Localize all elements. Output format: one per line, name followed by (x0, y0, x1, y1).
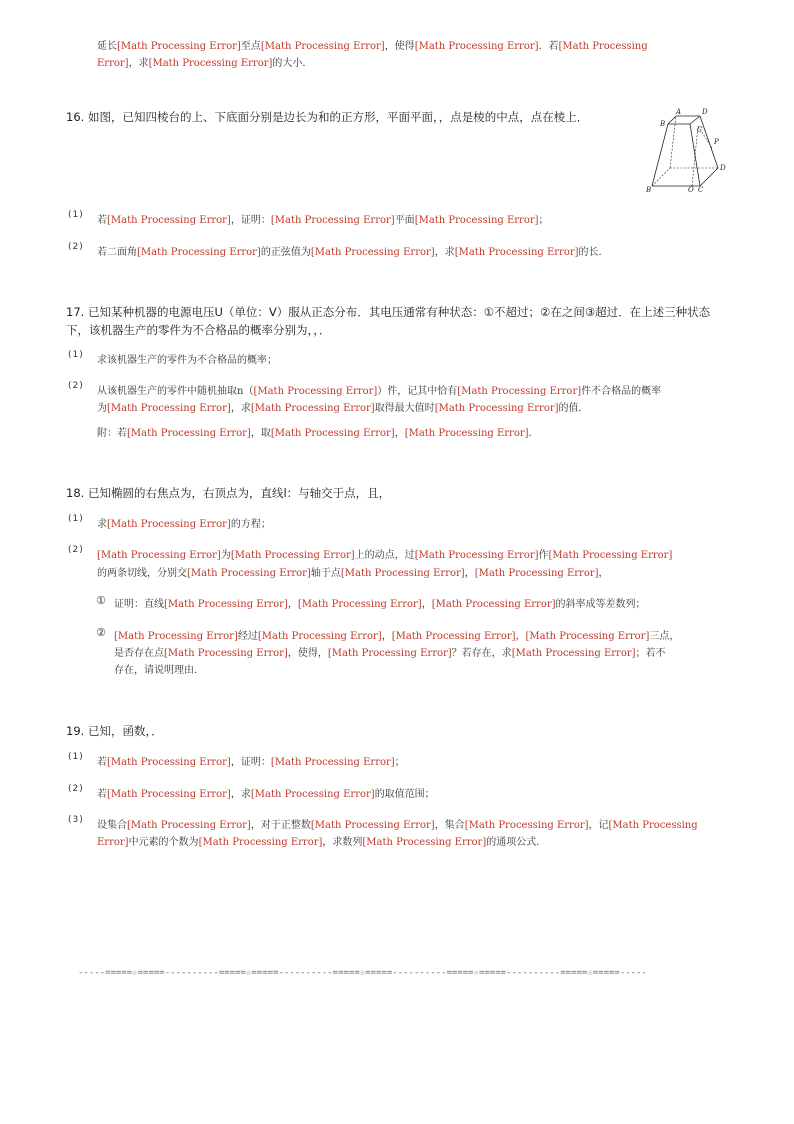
fig-label-D-bottom: D (720, 164, 726, 172)
q16-part2: 若二面角[Math Processing Error]的正弦值为[Math Processing Error]，求[Math Processing Error]的长． (97, 247, 609, 258)
q18-sub2-line-3: 存在，请说明理由． (114, 665, 204, 676)
fig-label-D-top: D (702, 108, 708, 116)
q17-note: 附：若[Math Processing Error]，取[Math Processing Error]，[Math Processing Error]． (97, 428, 539, 439)
q19-part2: 若[Math Processing Error]，求[Math Processing Error]的取值范围； (97, 789, 435, 800)
q18-sub2-mark: ② (96, 626, 106, 639)
q19-part3-line-2: Error]中元素的个数为[Math Processing Error]，求数列[Math Processing Error]的通项公式． (97, 837, 547, 848)
q19-part1-tag: (1) (68, 752, 84, 762)
fig-label-P: P (714, 138, 719, 146)
q17-part2-tag: (2) (68, 381, 84, 391)
q17-part2-line-2: 为[Math Processing Error]，求[Math Processing Error]取得最大值时[Math Processing Error]的值． (97, 403, 589, 414)
q16-part1-tag: (1) (68, 210, 84, 220)
q18-part1: 求[Math Processing Error]的方程； (97, 519, 271, 530)
q17-stem-line-2: 下，该机器生产的零件为不合格品的概率分别为，，． (66, 323, 331, 337)
q16-part1: 若[Math Processing Error]，证明：[Math Processing Error]平面[Math Processing Error]； (97, 215, 549, 226)
q18-sub2-line-1: [Math Processing Error]经过[Math Processing Error]，[Math Processing Error]，[Math Processing Error]三点， (114, 631, 680, 642)
q17-stem-line-1: 17. 已知某种机器的电源电压U（单位：V）服从正态分布．其电压通常有种状态：①不超过；②在之间③超过．在上述三种状态 (66, 305, 711, 319)
fig-label-B-bottom: B (646, 186, 652, 194)
q18-stem: 18. 已知椭圆的右焦点为，右顶点为，直线l：与轴交于点，且， (66, 486, 391, 500)
page-divider: -----=====☆=====----------=====☆=====----------=====☆=====----------=====☆=====----------=====☆=====----- (78, 968, 647, 978)
q19-part3-line-1: 设集合[Math Processing Error]，对于正整数[Math Processing Error]，集合[Math Processing Error]，记[Math Processing (97, 820, 698, 831)
q17-part2-line-1: 从该机器生产的零件中随机抽取n（[Math Processing Error]）件，记其中恰有[Math Processing Error]件不合格品的概率 (97, 386, 662, 397)
q19-part2-tag: (2) (68, 784, 84, 794)
q18-sub1: 证明：直线[Math Processing Error]，[Math Processing Error]，[Math Processing Error]的斜率成等差数列； (114, 599, 646, 610)
q17-part1: 求该机器生产的零件为不合格品的概率； (97, 355, 277, 366)
fig-label-O: O (688, 186, 694, 194)
q17-part1-tag: (1) (68, 350, 84, 360)
fig-label-C-top: C (697, 126, 703, 134)
q18-part2-line-2: 的两条切线，分别交[Math Processing Error]轴于点[Math Processing Error]，[Math Processing Error]， (97, 568, 609, 579)
prev-question-line-1: 延长[Math Processing Error]至点[Math Processing Error]，使得[Math Processing Error]．若[Math Processing (97, 41, 648, 52)
q18-part2-line-1: [Math Processing Error]为[Math Processing Error]上的动点，过[Math Processing Error]作[Math Processing Error] (97, 550, 673, 561)
fig-label-A: A (676, 108, 682, 116)
q16-stem: 16. 如图，已知四棱台的上、下底面分别是边长为和的正方形，平面平面，，点是棱的中点，点在棱上． (66, 110, 589, 124)
q18-part1-tag: (1) (68, 514, 84, 524)
fig-label-B-top: B (660, 120, 666, 128)
q19-part3-tag: (3) (68, 815, 84, 825)
q16-part2-tag: (2) (68, 242, 84, 252)
q18-sub1-mark: ① (96, 594, 106, 607)
prev-question-line-2: Error]，求[Math Processing Error]的大小． (97, 58, 313, 69)
fig-label-C-bottom: C (698, 186, 704, 194)
q16-frustum-figure (640, 106, 730, 196)
q18-sub2-line-2: 是否存在点[Math Processing Error]，使得，[Math Processing Error]？若存在，求[Math Processing Error]；若不 (114, 648, 666, 659)
q18-part2-tag: (2) (68, 545, 84, 555)
q19-part1: 若[Math Processing Error]，证明：[Math Processing Error]； (97, 757, 405, 768)
q19-stem: 19. 已知，函数，． (66, 724, 163, 738)
